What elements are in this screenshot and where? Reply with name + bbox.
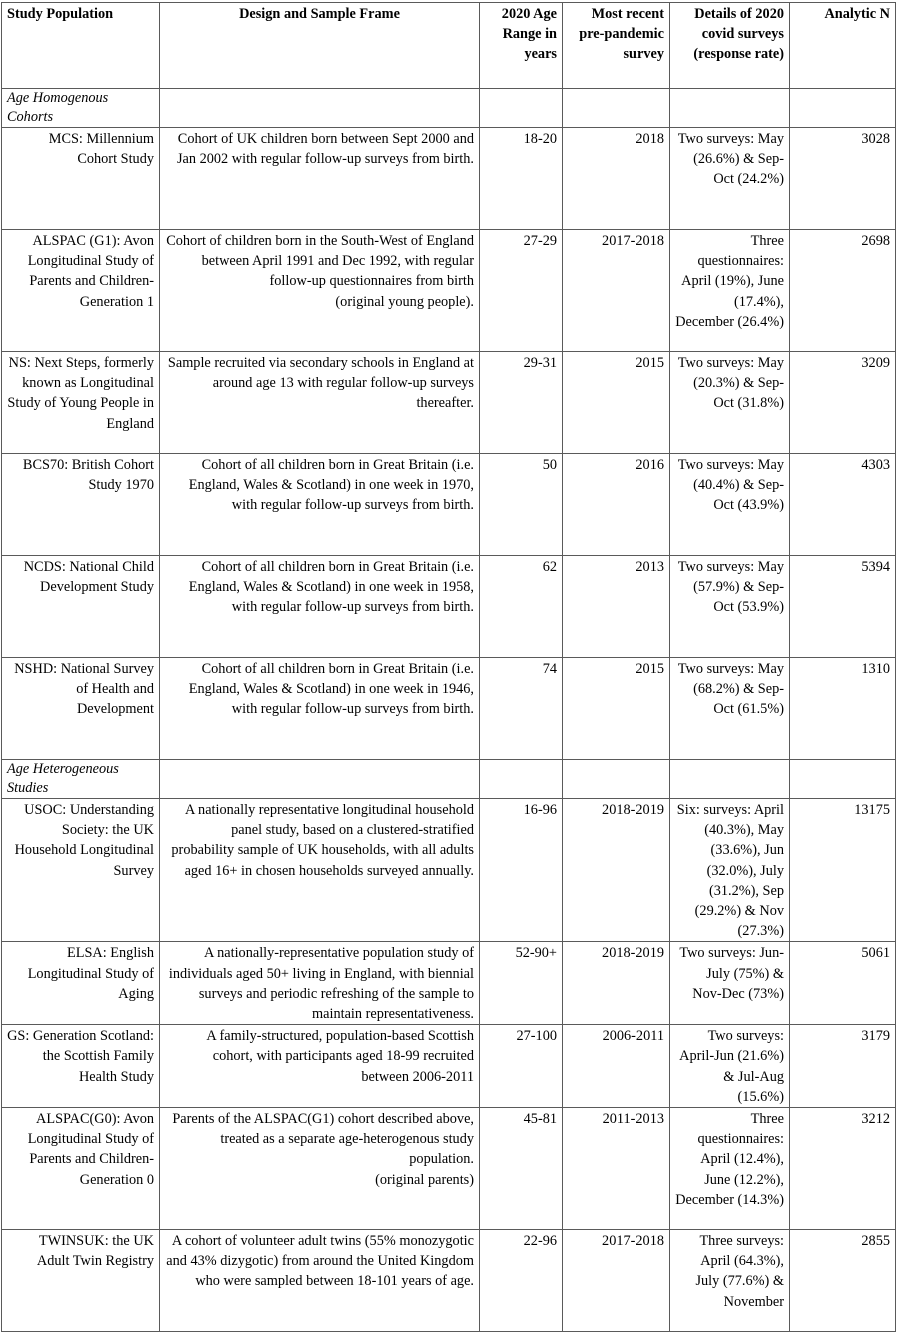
analytic-n-cell: 3212	[790, 1108, 896, 1230]
table-row	[2, 454, 896, 556]
age-range-cell: 22-96	[480, 1230, 563, 1332]
table-row	[2, 128, 896, 230]
section-empty-cell	[670, 89, 790, 128]
covid-surveys-cell: Three questionnaires: April (19%), June (17.4%), December (26.4%)	[670, 230, 790, 352]
analytic-n-cell: 1310	[790, 658, 896, 760]
section-empty-cell	[480, 760, 563, 799]
analytic-n-cell: 2698	[790, 230, 896, 352]
design-cell: Cohort of all children born in Great Britain (i.e. England, Wales & Scotland) in one week in 1958, with regular follow-up surveys from birth.	[160, 556, 480, 658]
section-row	[2, 89, 896, 128]
section-empty-cell	[790, 89, 896, 128]
design-cell: A cohort of volunteer adult twins (55% monozygotic and 43% dizygotic) from around the United Kingdom who were sampled between 18-101 years of age.	[160, 1230, 480, 1332]
table-row	[2, 942, 896, 1025]
recent-survey-cell: 2018-2019	[563, 799, 670, 942]
recent-survey-cell: 2015	[563, 658, 670, 760]
study-population-cell: BCS70: British Cohort Study 1970	[2, 454, 160, 556]
section-empty-cell	[563, 760, 670, 799]
covid-surveys-cell: Three questionnaires: April (12.4%), June (12.2%), December (14.3%)	[670, 1108, 790, 1230]
recent-survey-cell: 2015	[563, 352, 670, 454]
table-row	[2, 556, 896, 658]
table-row	[2, 658, 896, 760]
age-range-cell: 16-96	[480, 799, 563, 942]
header-recent-survey: Most recent pre-pandemic survey	[563, 3, 670, 89]
recent-survey-cell: 2017-2018	[563, 1230, 670, 1332]
study-population-cell: GS: Generation Scotland: the Scottish Family Health Study	[2, 1025, 160, 1108]
analytic-n-cell: 3179	[790, 1025, 896, 1108]
study-population-cell: NCDS: National Child Development Study	[2, 556, 160, 658]
age-range-cell: 50	[480, 454, 563, 556]
header-row	[2, 3, 896, 89]
recent-survey-cell: 2006-2011	[563, 1025, 670, 1108]
study-population-cell: MCS: Millennium Cohort Study	[2, 128, 160, 230]
recent-survey-cell: 2011-2013	[563, 1108, 670, 1230]
header-study-population: Study Population	[2, 3, 160, 89]
covid-surveys-cell: Two surveys: April-Jun (21.6%) & Jul-Aug (15.6%)	[670, 1025, 790, 1108]
study-table	[1, 2, 896, 1332]
covid-surveys-cell: Six: surveys: April (40.3%), May (33.6%), Jun (32.0%), July (31.2%), Sep (29.2%) & Nov (27.3%)	[670, 799, 790, 942]
covid-surveys-cell: Three surveys: April (64.3%), July (77.6%) & November	[670, 1230, 790, 1332]
section-empty-cell	[160, 760, 480, 799]
analytic-n-cell: 5394	[790, 556, 896, 658]
header-analytic-n: Analytic N	[790, 3, 896, 89]
recent-survey-cell: 2016	[563, 454, 670, 556]
design-cell: Cohort of children born in the South-West of England between April 1991 and Dec 1992, with regular follow-up questionnaires from birth (original young people).	[160, 230, 480, 352]
table-row	[2, 352, 896, 454]
section-empty-cell	[480, 89, 563, 128]
design-cell: A nationally representative longitudinal household panel study, based on a clustered-stratified probability sample of UK households, with all adults aged 16+ in chosen households surveyed annually.	[160, 799, 480, 942]
age-range-cell: 45-81	[480, 1108, 563, 1230]
header-age-range: 2020 Age Range in years	[480, 3, 563, 89]
header-design-sample-frame: Design and Sample Frame	[160, 3, 480, 89]
table-row	[2, 1230, 896, 1332]
age-range-cell: 74	[480, 658, 563, 760]
covid-surveys-cell: Two surveys: May (57.9%) & Sep-Oct (53.9%)	[670, 556, 790, 658]
analytic-n-cell: 13175	[790, 799, 896, 942]
recent-survey-cell: 2013	[563, 556, 670, 658]
age-range-cell: 18-20	[480, 128, 563, 230]
covid-surveys-cell: Two surveys: May (40.4%) & Sep-Oct (43.9%)	[670, 454, 790, 556]
analytic-n-cell: 5061	[790, 942, 896, 1025]
covid-surveys-cell: Two surveys: May (68.2%) & Sep-Oct (61.5%)	[670, 658, 790, 760]
study-population-cell: USOC: Understanding Society: the UK Household Longitudinal Survey	[2, 799, 160, 942]
study-population-cell: NS: Next Steps, formerly known as Longitudinal Study of Young People in England	[2, 352, 160, 454]
study-population-cell: ALSPAC(G0): Avon Longitudinal Study of Parents and Children- Generation 0	[2, 1108, 160, 1230]
recent-survey-cell: 2018	[563, 128, 670, 230]
age-range-cell: 29-31	[480, 352, 563, 454]
table-row	[2, 230, 896, 352]
analytic-n-cell: 2855	[790, 1230, 896, 1332]
study-population-cell: TWINSUK: the UK Adult Twin Registry	[2, 1230, 160, 1332]
section-empty-cell	[670, 760, 790, 799]
section-empty-cell	[563, 89, 670, 128]
table-row	[2, 799, 896, 942]
section-label: Age Heterogeneous Studies	[2, 760, 160, 799]
section-row	[2, 760, 896, 799]
analytic-n-cell: 4303	[790, 454, 896, 556]
design-cell: Sample recruited via secondary schools in England at around age 13 with regular follow-up surveys thereafter.	[160, 352, 480, 454]
analytic-n-cell: 3028	[790, 128, 896, 230]
recent-survey-cell: 2017-2018	[563, 230, 670, 352]
recent-survey-cell: 2018-2019	[563, 942, 670, 1025]
covid-surveys-cell: Two surveys: May (20.3%) & Sep-Oct (31.8%)	[670, 352, 790, 454]
covid-surveys-cell: Two surveys: Jun-July (75%) & Nov-Dec (73%)	[670, 942, 790, 1025]
covid-surveys-cell: Two surveys: May (26.6%) & Sep-Oct (24.2%)	[670, 128, 790, 230]
design-cell: Parents of the ALSPAC(G1) cohort described above, treated as a separate age-heterogenous study population. (original parents)	[160, 1108, 480, 1230]
header-covid-surveys: Details of 2020 covid surveys (response rate)	[670, 3, 790, 89]
age-range-cell: 27-100	[480, 1025, 563, 1108]
study-population-cell: ALSPAC (G1): Avon Longitudinal Study of Parents and Children- Generation 1	[2, 230, 160, 352]
section-empty-cell	[790, 760, 896, 799]
design-cell: Cohort of all children born in Great Britain (i.e. England, Wales & Scotland) in one week in 1970, with regular follow-up surveys from birth.	[160, 454, 480, 556]
design-cell: A family-structured, population-based Scottish cohort, with participants aged 18-99 recruited between 2006-2011	[160, 1025, 480, 1108]
age-range-cell: 27-29	[480, 230, 563, 352]
design-cell: A nationally-representative population study of individuals aged 50+ living in England, with biennial surveys and periodic refreshing of the sample to maintain representativeness.	[160, 942, 480, 1025]
study-population-cell: ELSA: English Longitudinal Study of Aging	[2, 942, 160, 1025]
table-row	[2, 1108, 896, 1230]
analytic-n-cell: 3209	[790, 352, 896, 454]
design-cell: Cohort of UK children born between Sept 2000 and Jan 2002 with regular follow-up surveys from birth.	[160, 128, 480, 230]
study-population-cell: NSHD: National Survey of Health and Development	[2, 658, 160, 760]
table-body	[2, 89, 896, 1332]
section-empty-cell	[160, 89, 480, 128]
age-range-cell: 52-90+	[480, 942, 563, 1025]
table-row	[2, 1025, 896, 1108]
age-range-cell: 62	[480, 556, 563, 658]
section-label: Age Homogenous Cohorts	[2, 89, 160, 128]
design-cell: Cohort of all children born in Great Britain (i.e. England, Wales & Scotland) in one week in 1946, with regular follow-up surveys from birth.	[160, 658, 480, 760]
